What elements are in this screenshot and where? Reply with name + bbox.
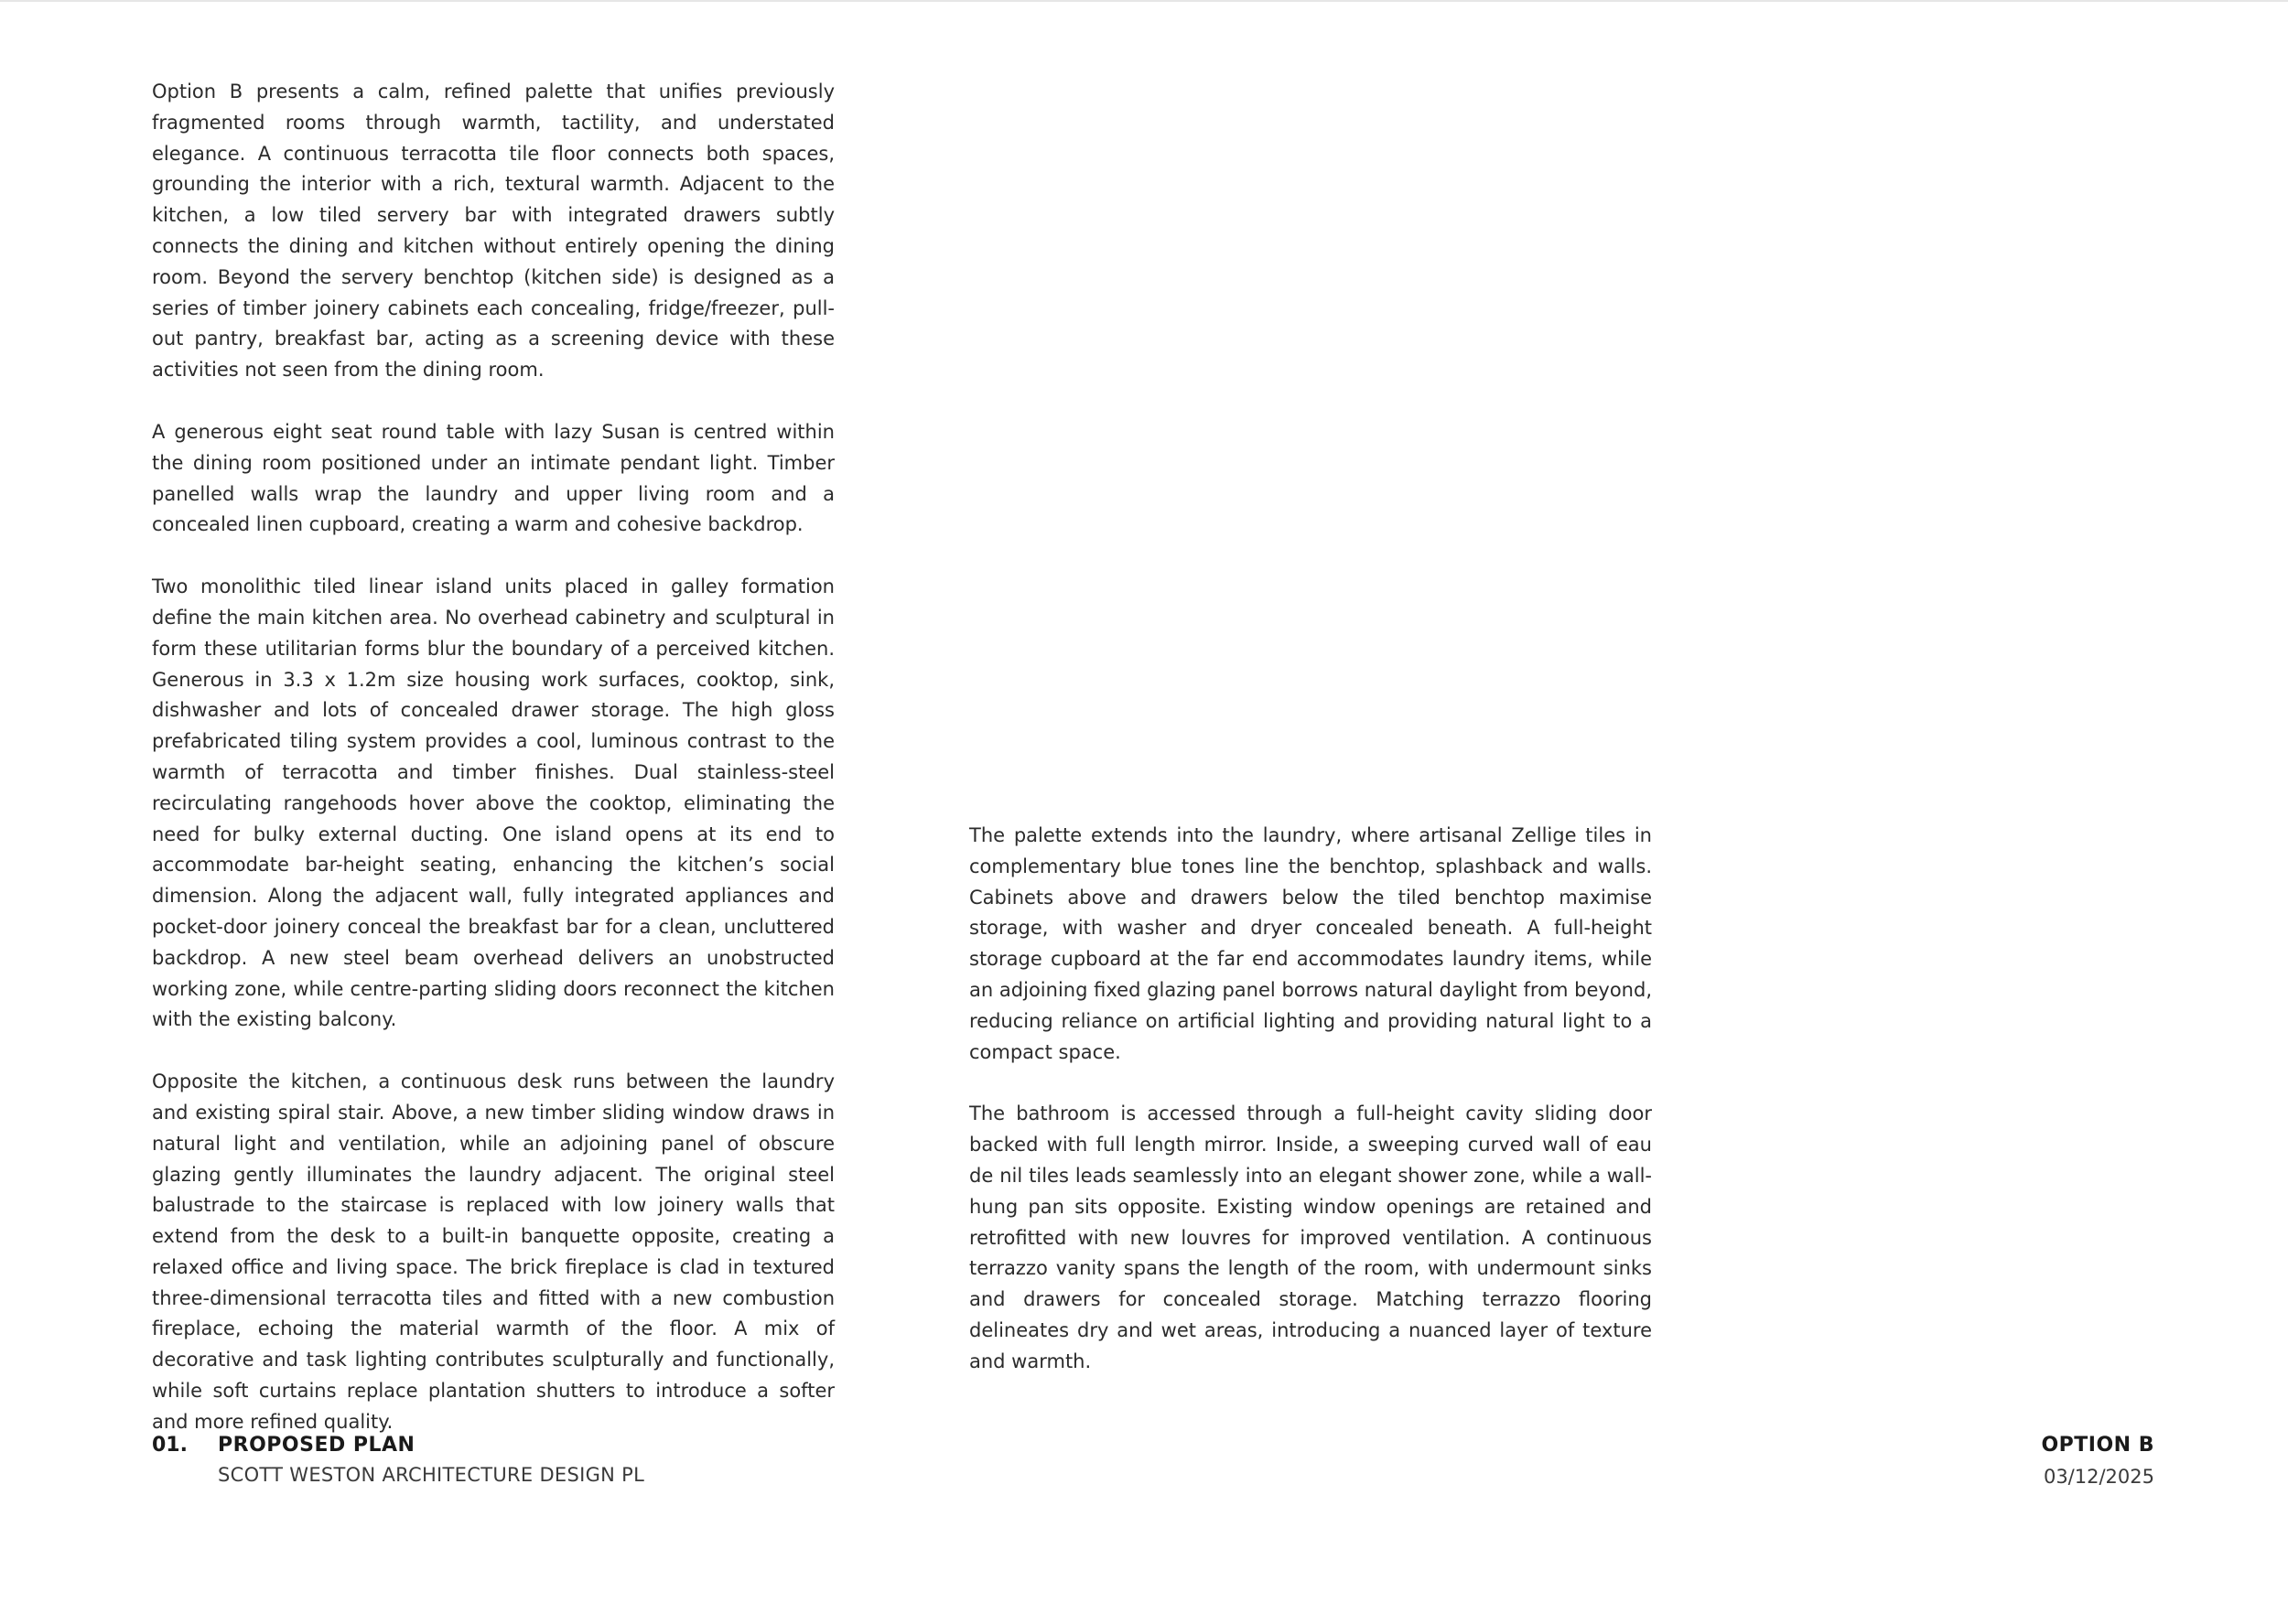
document-date: 03/12/2025 [2043, 1466, 2154, 1488]
footer-option-info [2041, 1434, 2154, 1488]
right-paragraph-2: The bathroom is accessed through a full-height cavity sliding door backed with full length mirror. Inside, a sweeping curved wall of eau de nil tiles leads seamlessly into an elegant shower zone, while a wall-hung pan sits opposite. Existing window openings are retained and retrofitted with new louvres for improved ventilation. A continuous terrazzo vanity spans the length of the room, with undermount sinks and drawers for concealed storage. Matching terrazzo flooring delineates dry and wet areas, introducing a nuanced layer of texture and warmth. [969, 1102, 1652, 1372]
left-text-column [152, 77, 835, 1469]
left-paragraph-2: A generous eight seat round table with lazy Susan is centred within the dining room positioned under an intimate pendant light. Timber panelled walls wrap the laundry and upper living room and a concealed linen cupboard, creating a warm and cohesive backdrop. [152, 420, 835, 536]
left-paragraph-3: Two monolithic tiled linear island units placed in galley formation define the main kitchen area. No overhead cabinetry and sculptural in form these utilitarian forms blur the boundary of a perceived kitchen. Generous in 3.3 x 1.2m size housing work surfaces, cooktop, sink, dishwasher and lots of concealed drawer storage. The high gloss prefabricated tiling system provides a cool, luminous contrast to the warmth of terracotta and timber finishes. Dual stainless-steel recirculating rangehoods hover above the cooktop, eliminating the need for bulky external ducting. One island opens at its end to accommodate bar-height seating, enhancing the kitchen’s social dimension. Along the adjacent wall, fully integrated appliances and pocket-door joinery conceal the breakfast bar for a clean, uncluttered backdrop. A new steel beam overhead delivers an unobstructed working zone, while centre-parting sliding doors reconnect the kitchen with the existing balcony. [152, 575, 835, 1031]
left-paragraph-4: Opposite the kitchen, a continuous desk runs between the laundry and existing spiral stair. Above, a new timber sliding window draws in natural light and ventilation, while an adjoining panel of obscure glazing gently illuminates the laundry adjacent. The original steel balustrade to the staircase is replaced with low joinery walls that extend from the desk to a built-in banquette opposite, creating a relaxed office and living space. The brick fireplace is clad in textured three-dimensional terracotta tiles and fitted with a new combustion fireplace, echoing the material warmth of the floor. A mix of decorative and task lighting contributes sculpturally and functionally, while soft curtains replace plantation shutters to introduce a softer and more refined quality. [152, 1070, 835, 1433]
right-text-column [969, 821, 1652, 1409]
option-label: OPTION B [2041, 1434, 2154, 1457]
top-divider [0, 0, 2288, 2]
right-paragraph-1: The palette extends into the laundry, where artisanal Zellige tiles in complementary blue tones line the benchtop, splashback and walls. Cabinets above and drawers below the tiled benchtop maximise storage, with washer and dryer concealed beneath. A full-height storage cupboard at the far end accommodates laundry items, while an adjoining fixed glazing panel borrows natural daylight from beyond, reducing reliance on artificial lighting and providing natural light to a compact space. [969, 824, 1652, 1063]
section-number: 01. [152, 1434, 188, 1457]
left-paragraph-1: Option B presents a calm, refined palette that unifies previously fragmented rooms through warmth, tactility, and understated elegance. A continuous terracotta tile floor connects both spaces, grounding the interior with a rich, textural warmth. Adjacent to the kitchen, a low tiled servery bar with integrated drawers subtly connects the dining and kitchen without entirely opening the dining room. Beyond the servery benchtop (kitchen side) is designed as a series of timber joinery cabinets each concealing, fridge/freezer, pull-out pantry, breakfast bar, acting as a screening device with these activities not seen from the dining room. [152, 81, 835, 382]
firm-name: SCOTT WESTON ARCHITECTURE DESIGN PL [218, 1464, 645, 1486]
section-title: PROPOSED PLAN [218, 1434, 416, 1457]
